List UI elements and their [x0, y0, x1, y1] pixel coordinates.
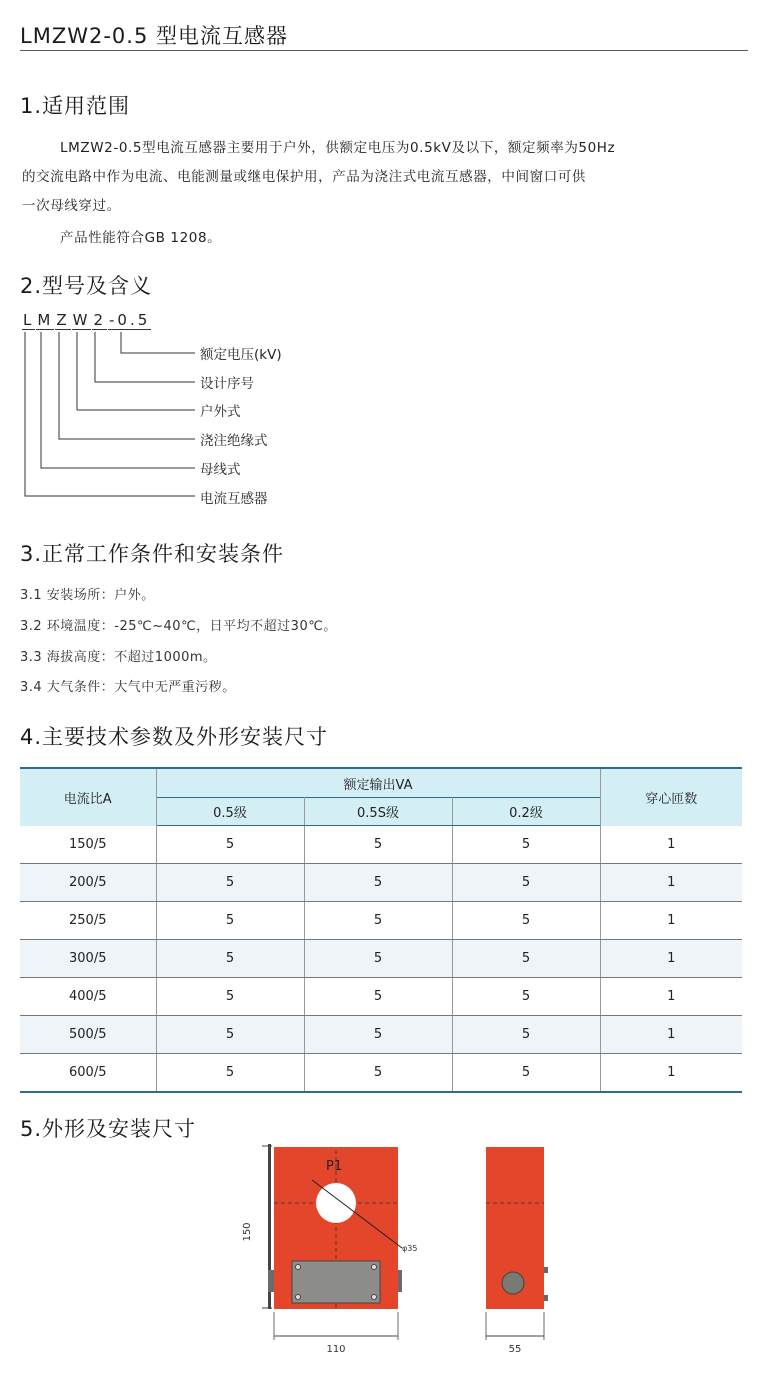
legend-voltage: 额定电压(kV): [200, 347, 282, 363]
cell-ratio: 500/5: [20, 1016, 156, 1054]
condition-atmosphere: 3.4 大气条件：大气中无严重污秽。: [20, 680, 236, 695]
header-turns: 穿心匝数: [600, 768, 742, 826]
header-ratio: 电流比A: [20, 768, 156, 826]
cell-va-05s: 5: [304, 864, 452, 902]
height-label: 150: [242, 1222, 253, 1242]
cell-turns: 1: [600, 1016, 742, 1054]
cell-va-05s: 5: [304, 940, 452, 978]
cell-va-05s: 5: [304, 978, 452, 1016]
cell-va-02: 5: [452, 978, 600, 1016]
condition-site: 3.1 安装场所：户外。: [20, 588, 155, 603]
header-class-02: 0.2级: [452, 798, 600, 826]
secondary-terminal: [502, 1272, 524, 1294]
code-char-M: M: [37, 311, 54, 329]
hole-label: φ35: [402, 1244, 418, 1253]
depth-label: 55: [508, 1344, 522, 1355]
code-char-W: W: [72, 311, 91, 329]
code-char-voltage: -0.5: [108, 311, 151, 329]
table-row: [20, 864, 742, 902]
condition-temperature: 3.2 环境温度：-25℃~40℃，日平均不超过30℃。: [20, 619, 337, 634]
cell-ratio: 600/5: [20, 1054, 156, 1093]
cell-va-02: 5: [452, 1016, 600, 1054]
section-2-heading: 2.型号及含义: [20, 274, 153, 298]
section-1-line-2: 的交流电路中作为电流、电能测量或继电保护用，产品为浇注式电流互感器，中间窗口可供: [22, 169, 586, 185]
cell-ratio: 250/5: [20, 902, 156, 940]
cell-ratio: 400/5: [20, 978, 156, 1016]
table-row: [20, 902, 742, 940]
header-rated-output: 额定输出VA: [156, 768, 600, 798]
table-row: [20, 1016, 742, 1054]
cell-va-02: 5: [452, 902, 600, 940]
cell-va-05: 5: [156, 978, 304, 1016]
cell-turns: 1: [600, 826, 742, 864]
cell-turns: 1: [600, 864, 742, 902]
p1-label: P1: [326, 1159, 343, 1174]
table-row: [20, 978, 742, 1016]
cell-va-05s: 5: [304, 902, 452, 940]
title-rule: [20, 50, 748, 51]
section-4-heading: 4.主要技术参数及外形安装尺寸: [20, 725, 329, 749]
leader-ct: [25, 332, 195, 496]
legend-ct: 电流互感器: [200, 491, 268, 507]
dimension-drawing: [230, 1140, 570, 1375]
cell-va-02: 5: [452, 864, 600, 902]
cell-va-05s: 5: [304, 1054, 452, 1093]
cell-ratio: 300/5: [20, 940, 156, 978]
cell-va-05: 5: [156, 902, 304, 940]
cell-va-05: 5: [156, 940, 304, 978]
section-5-heading: 5.外形及安装尺寸: [20, 1117, 197, 1141]
leader-cast: [59, 332, 195, 439]
legend-design-no: 设计序号: [200, 376, 254, 392]
legend-outdoor: 户外式: [200, 404, 241, 420]
code-char-L: L: [23, 311, 35, 329]
table-row: [20, 1054, 742, 1093]
cell-ratio: 150/5: [20, 826, 156, 864]
busbar-window: [316, 1183, 356, 1223]
cell-va-05s: 5: [304, 1016, 452, 1054]
section-3-heading: 3.正常工作条件和安装条件: [20, 542, 285, 566]
terminal-box: [292, 1261, 380, 1303]
legend-busbar: 母线式: [200, 462, 241, 478]
cell-va-05: 5: [156, 864, 304, 902]
page-title: LMZW2-0.5 型电流互感器: [20, 24, 288, 48]
header-class-05: 0.5级: [156, 798, 304, 826]
cell-va-05: 5: [156, 1054, 304, 1093]
cell-va-02: 5: [452, 826, 600, 864]
cell-turns: 1: [600, 940, 742, 978]
cell-va-05: 5: [156, 1016, 304, 1054]
condition-altitude: 3.3 海拔高度：不超过1000m。: [20, 650, 217, 665]
section-1-line-1: LMZW2-0.5型电流互感器主要用于户外，供额定电压为0.5kV及以下，额定频率为50Hz: [60, 140, 616, 156]
code-char-2: 2: [93, 311, 106, 329]
table-row: [20, 826, 742, 864]
leader-design-no: [95, 332, 195, 382]
cell-turns: 1: [600, 978, 742, 1016]
width-label: 110: [326, 1344, 346, 1355]
cell-turns: 1: [600, 1054, 742, 1093]
side-view: [486, 1147, 548, 1355]
cell-ratio: 200/5: [20, 864, 156, 902]
legend-cast: 浇注绝缘式: [200, 433, 268, 449]
section-1-standard: 产品性能符合GB 1208。: [60, 230, 222, 246]
front-view: [242, 1144, 417, 1355]
cell-va-05: 5: [156, 826, 304, 864]
model-leader-lines: [0, 328, 200, 503]
section-1-line-3: 一次母线穿过。: [22, 198, 121, 214]
section-1-heading: 1.适用范围: [20, 94, 131, 118]
cell-va-05s: 5: [304, 826, 452, 864]
header-class-05s: 0.5S级: [304, 798, 452, 826]
cell-va-02: 5: [452, 940, 600, 978]
spec-table: [20, 767, 742, 1093]
leader-voltage: [121, 332, 195, 353]
code-char-Z: Z: [56, 311, 70, 329]
cell-va-02: 5: [452, 1054, 600, 1093]
table-row: [20, 940, 742, 978]
leader-busbar: [41, 332, 195, 468]
cell-turns: 1: [600, 902, 742, 940]
